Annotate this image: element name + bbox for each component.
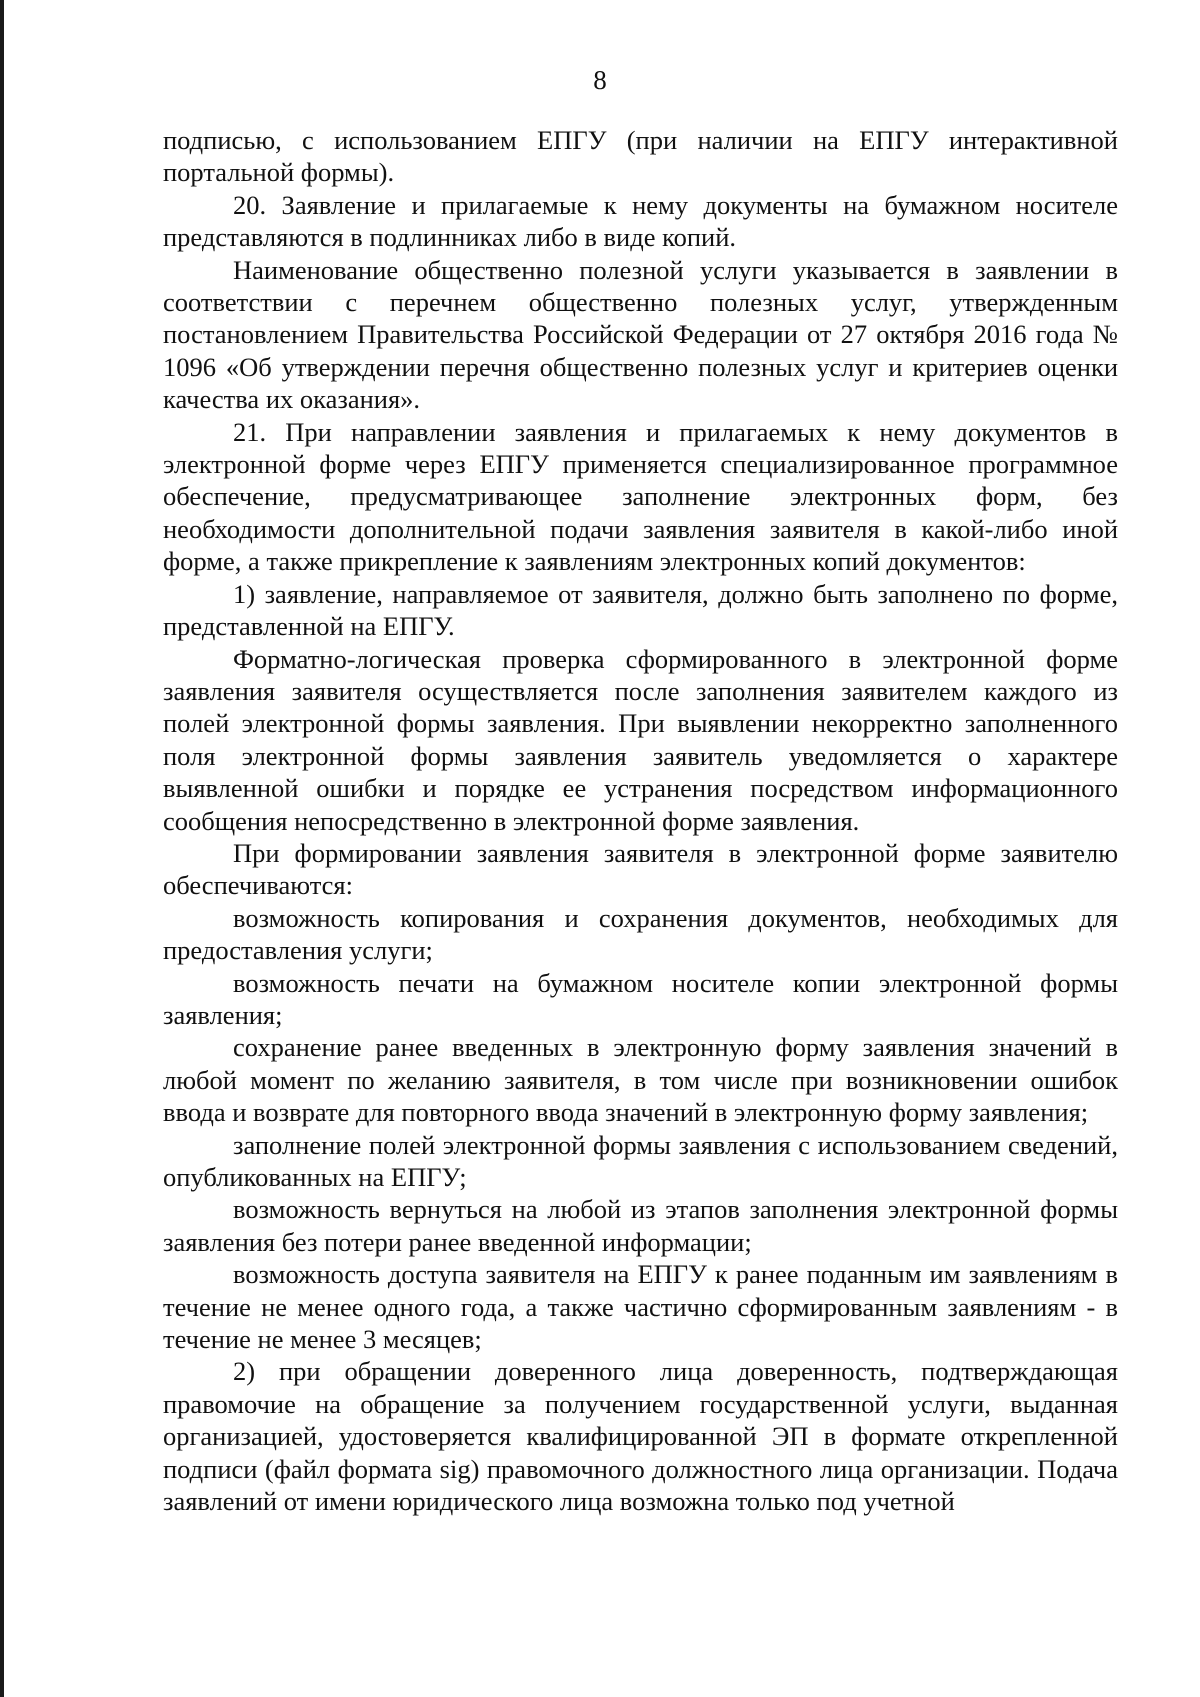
document-body <box>163 124 1118 1517</box>
list-item: заполнение полей электронной формы заявления с использованием сведений, опубликованных на ЕПГУ; <box>163 1129 1118 1192</box>
paragraph: Форматно-логическая проверка сформированного в электронной форме заявления заявителя осуществляется после заполнения заявителем каждого из полей электронной формы заявления. При выявлении некорректно заполненного поля электронной формы заявления заявитель уведомляется о характере выявленной ошибки и порядке ее устранения посредством информационного сообщения непосредственно в электронной форме заявления. <box>163 643 1118 836</box>
paragraph: 1) заявление, направляемое от заявителя, должно быть заполнено по форме, представленной на ЕПГУ. <box>163 578 1118 642</box>
scan-edge <box>0 0 4 1697</box>
list-item: возможность доступа заявителя на ЕПГУ к ранее поданным им заявлениям в течение не менее одного года, а также частично сформированным заявлениям - в течение не менее 3 месяцев; <box>163 1259 1118 1355</box>
list-item: возможность копирования и сохранения документов, необходимых для предоставления услуги; <box>163 902 1118 966</box>
paragraph: подписью, с использованием ЕПГУ (при наличии на ЕПГУ интерактивной портальной формы). <box>163 125 1118 188</box>
list-item: возможность вернуться на любой из этапов заполнения электронной формы заявления без потери ранее введенной информации; <box>163 1194 1118 1257</box>
paragraph: При формировании заявления заявителя в электронной форме заявителю обеспечиваются: <box>163 837 1118 901</box>
paragraph: Наименование общественно полезной услуги указывается в заявлении в соответствии с перечнем общественно полезных услуг, утвержденным постановлением Правительства Российской Федерации от 27 октября 2016 года № 1096 «Об утверждении перечня общественно полезных услуг и критериев оценки качества их оказания». <box>163 254 1118 415</box>
paragraph: 2) при обращении доверенного лица доверенность, подтверждающая правомочие на обращение за получением государственной услуги, выданная организацией, удостоверяется квалифицированной ЭП в формате открепленной подписи (файл формата sig) правомочного должностного лица организации. Подача заявлений от имени юридического лица возможна только под учетной <box>163 1356 1118 1517</box>
list-item: сохранение ранее введенных в электронную форму заявления значений в любой момент по желанию заявителя, в том числе при возникновении ошибок ввода и возврате для повторного ввода значений в электронную форму заявления; <box>163 1032 1118 1128</box>
paragraph: 20. Заявление и прилагаемые к нему документы на бумажном носителе представляются в подлинниках либо в виде копий. <box>163 189 1118 253</box>
page-number: 8 <box>593 65 607 95</box>
paragraph: 21. При направлении заявления и прилагаемых к нему документов в электронной форме через ЕПГУ применяется специализированное программное обеспечение, предусматривающее заполнение электронных форм, без необходимости дополнительной подачи заявления заявителя в какой-либо иной форме, а также прикрепление к заявлениям электронных копий документов: <box>163 416 1118 577</box>
list-item: возможность печати на бумажном носителе копии электронной формы заявления; <box>163 967 1118 1030</box>
